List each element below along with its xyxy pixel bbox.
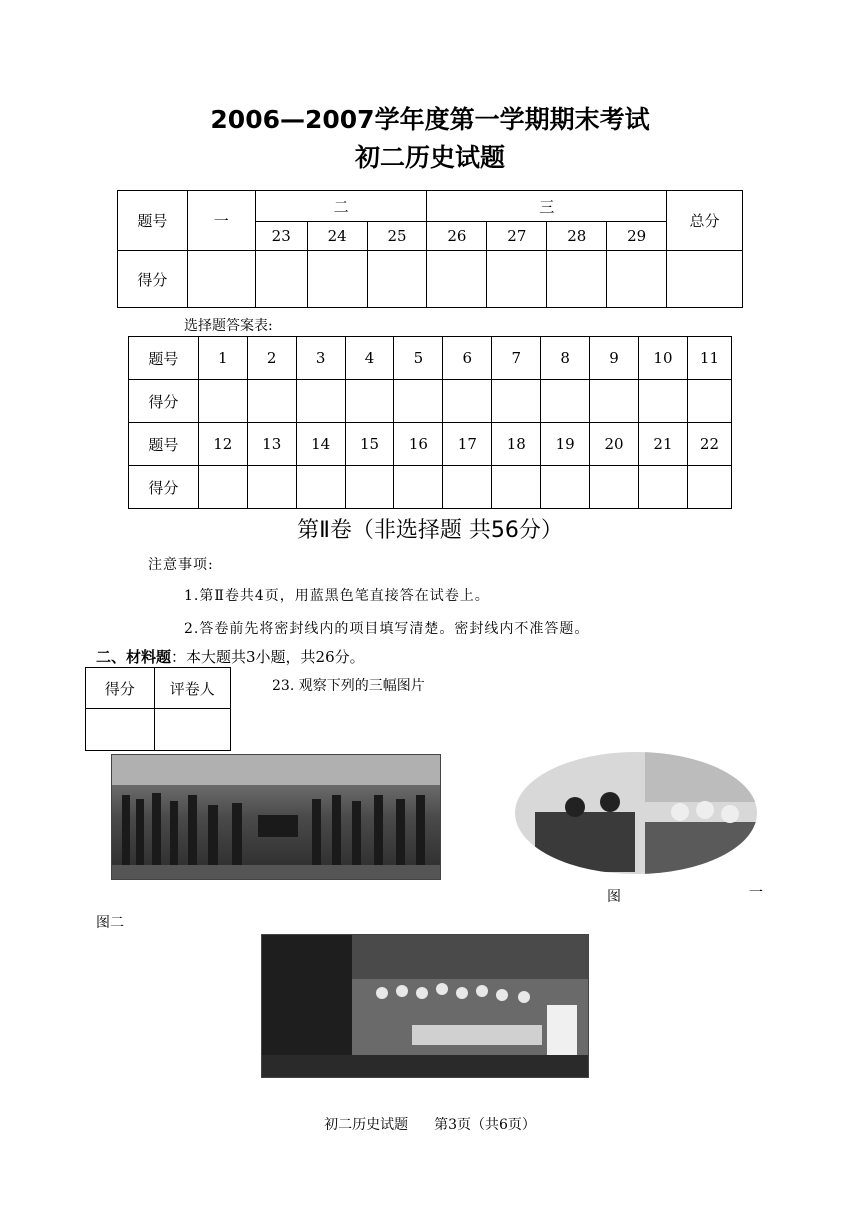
score-num: 23 xyxy=(255,222,307,251)
answer-cell[interactable] xyxy=(492,466,541,509)
answer-cell[interactable] xyxy=(198,380,247,423)
answer-cell[interactable] xyxy=(687,466,731,509)
footer-subject: 初二历史试题 xyxy=(324,1117,409,1133)
score-cell[interactable] xyxy=(307,251,367,308)
grader-table xyxy=(85,667,231,751)
score-cell[interactable] xyxy=(667,251,743,308)
answer-label-score: 得分 xyxy=(129,466,199,509)
answer-cell[interactable] xyxy=(492,380,541,423)
score-section-3: 三 xyxy=(427,191,667,222)
answer-cell[interactable] xyxy=(639,466,688,509)
score-section-1: 一 xyxy=(187,191,255,251)
figure2-label: 图二 xyxy=(96,915,124,931)
answer-cell[interactable] xyxy=(590,466,639,509)
section2-heading xyxy=(96,646,365,667)
answer-cell[interactable] xyxy=(345,466,394,509)
note-1: 1.第Ⅱ卷共4页，用蓝黑色笔直接答在试卷上。 xyxy=(184,588,490,604)
grader-score-cell[interactable] xyxy=(86,709,155,751)
answer-num: 10 xyxy=(639,337,688,380)
answer-num: 8 xyxy=(541,337,590,380)
score-total: 总分 xyxy=(667,191,743,251)
score-label-question: 题号 xyxy=(118,191,188,251)
answer-label-question: 题号 xyxy=(129,337,199,380)
score-cell[interactable] xyxy=(487,251,547,308)
score-cell[interactable] xyxy=(607,251,667,308)
score-num: 26 xyxy=(427,222,487,251)
answer-num: 16 xyxy=(394,423,443,466)
answer-cell[interactable] xyxy=(639,380,688,423)
score-cell[interactable] xyxy=(427,251,487,308)
answer-cell[interactable] xyxy=(687,380,731,423)
notes-heading: 注意事项: xyxy=(148,557,214,573)
historical-photo-2 xyxy=(515,752,757,874)
answer-cell[interactable] xyxy=(590,380,639,423)
page-footer xyxy=(0,1114,860,1134)
photo-2-image xyxy=(515,752,757,874)
answer-num: 7 xyxy=(492,337,541,380)
section2-desc: ：本大题共3小题，共26分。 xyxy=(171,648,365,666)
answer-num: 11 xyxy=(687,337,731,380)
answer-num: 1 xyxy=(198,337,247,380)
answer-num: 4 xyxy=(345,337,394,380)
score-num: 25 xyxy=(367,222,427,251)
answer-num: 21 xyxy=(639,423,688,466)
figure1-label-left: 图 xyxy=(607,889,621,905)
answer-num: 3 xyxy=(296,337,345,380)
answer-num: 13 xyxy=(247,423,296,466)
answer-cell[interactable] xyxy=(443,466,492,509)
grader-person-cell[interactable] xyxy=(154,709,230,751)
answer-label-score: 得分 xyxy=(129,380,199,423)
question-23: 23. 观察下列的三幅图片 xyxy=(272,678,425,694)
answer-cell[interactable] xyxy=(541,380,590,423)
score-num: 29 xyxy=(607,222,667,251)
answer-num: 18 xyxy=(492,423,541,466)
answer-num: 15 xyxy=(345,423,394,466)
answer-cell[interactable] xyxy=(296,380,345,423)
answer-cell[interactable] xyxy=(198,466,247,509)
score-num: 28 xyxy=(547,222,607,251)
answer-num: 5 xyxy=(394,337,443,380)
answer-cell[interactable] xyxy=(247,466,296,509)
historical-photo-3 xyxy=(261,934,589,1078)
footer-page: 第3页（共6页） xyxy=(434,1117,536,1133)
answer-num: 17 xyxy=(443,423,492,466)
score-num: 27 xyxy=(487,222,547,251)
photo-1-image xyxy=(112,755,440,879)
answer-num: 14 xyxy=(296,423,345,466)
score-num: 24 xyxy=(307,222,367,251)
answer-label-question: 题号 xyxy=(129,423,199,466)
exam-title-line2: 初二历史试题 xyxy=(354,143,505,172)
score-cell[interactable] xyxy=(547,251,607,308)
answer-num: 19 xyxy=(541,423,590,466)
answer-cell[interactable] xyxy=(247,380,296,423)
answer-num: 6 xyxy=(443,337,492,380)
answer-num: 2 xyxy=(247,337,296,380)
answer-cell[interactable] xyxy=(296,466,345,509)
answer-cell[interactable] xyxy=(345,380,394,423)
score-table xyxy=(117,190,743,308)
part2-title: 第Ⅱ卷（非选择题 共56分） xyxy=(297,518,563,543)
historical-photo-1 xyxy=(111,754,441,880)
figure1-label-right: 一 xyxy=(749,885,763,901)
answer-sheet-caption: 选择题答案表: xyxy=(184,318,273,334)
answer-num: 9 xyxy=(590,337,639,380)
answer-num: 20 xyxy=(590,423,639,466)
score-section-2: 二 xyxy=(255,191,427,222)
answer-num: 12 xyxy=(198,423,247,466)
score-label-score: 得分 xyxy=(118,251,188,308)
answer-cell[interactable] xyxy=(394,466,443,509)
grader-person-label: 评卷人 xyxy=(154,668,230,709)
answer-cell[interactable] xyxy=(394,380,443,423)
photo-3-image xyxy=(262,935,588,1077)
note-2: 2.答卷前先将密封线内的项目填写清楚。密封线内不准答题。 xyxy=(184,621,590,637)
answer-table xyxy=(128,336,732,509)
exam-title-line1: 2006—2007学年度第一学期期末考试 xyxy=(210,105,650,134)
answer-num: 22 xyxy=(687,423,731,466)
answer-cell[interactable] xyxy=(541,466,590,509)
score-cell[interactable] xyxy=(367,251,427,308)
score-cell[interactable] xyxy=(187,251,255,308)
score-cell[interactable] xyxy=(255,251,307,308)
section2-label: 二、材料题 xyxy=(96,648,172,666)
answer-cell[interactable] xyxy=(443,380,492,423)
grader-score-label: 得分 xyxy=(86,668,155,709)
